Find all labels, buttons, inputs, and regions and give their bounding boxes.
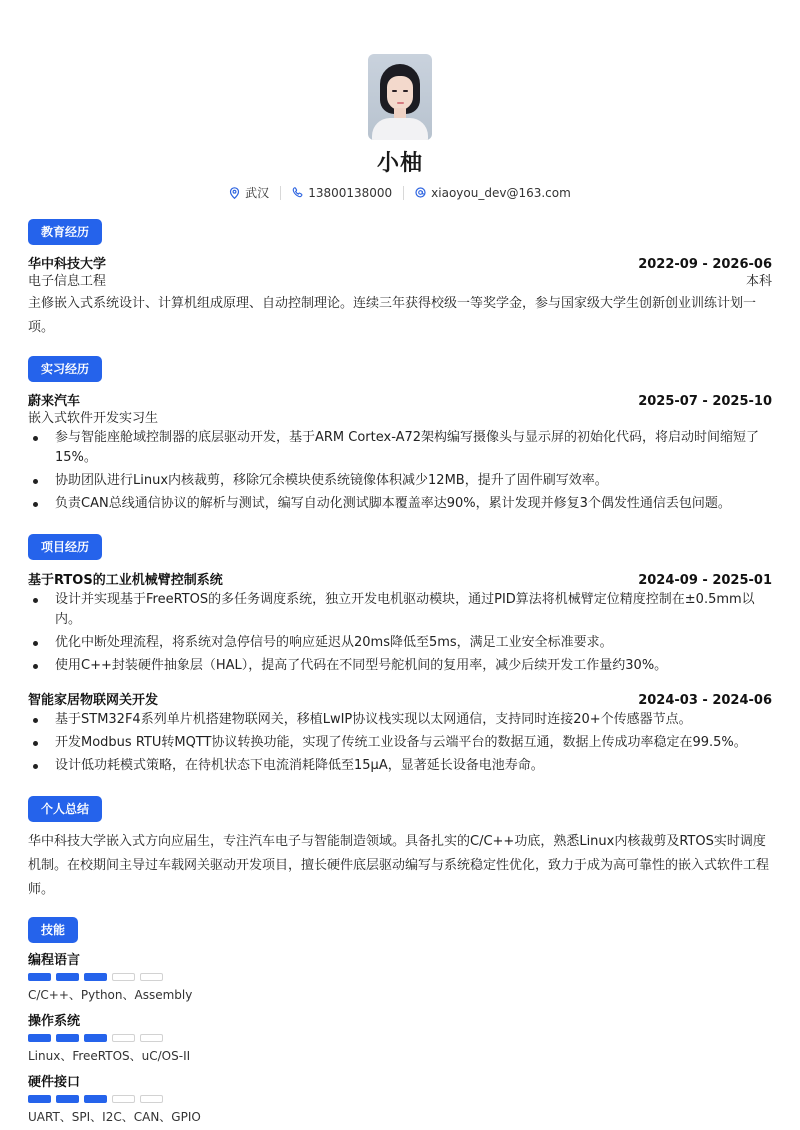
- list-item: 协助团队进行Linux内核裁剪，移除冗余模块使系统镜像体积减少12MB，提升了固件刷写效率。: [28, 471, 772, 491]
- skill-level-bar: [28, 1095, 428, 1104]
- level-segment-filled: [84, 1095, 107, 1103]
- internship-bullets: [28, 428, 772, 517]
- level-segment-filled: [56, 973, 79, 981]
- internship-role-row: [28, 407, 772, 426]
- contact-bar: [0, 184, 800, 201]
- level-segment-filled: [56, 1034, 79, 1042]
- internship-date: 2025-07 - 2025-10: [638, 394, 772, 409]
- candidate-name: 小柚: [376, 151, 423, 176]
- education-date: 2022-09 - 2026-06: [638, 257, 772, 272]
- level-segment-empty: [140, 1034, 163, 1042]
- project-header-row: [28, 569, 772, 588]
- level-segment-filled: [84, 1034, 107, 1042]
- project-bullets: [28, 590, 772, 679]
- section-badge-summary: 个人总结: [28, 796, 102, 822]
- section-badge-internship: 实习经历: [28, 356, 102, 382]
- location-pin-icon: [229, 187, 240, 199]
- divider: [403, 186, 404, 200]
- list-item: 基于STM32F4系列单片机搭建物联网关，移植LwIP协议栈实现以太网通信，支持同时连接20+个传感器节点。: [28, 710, 772, 730]
- job-role: 嵌入式软件开发实习生: [28, 411, 159, 426]
- project-date: 2024-03 - 2024-06: [638, 693, 772, 708]
- project-date: 2024-09 - 2025-01: [638, 573, 772, 588]
- level-segment-empty: [112, 973, 135, 981]
- level-segment-empty: [112, 1095, 135, 1103]
- level-segment-filled: [28, 973, 51, 981]
- list-item: 设计低功耗模式策略，在待机状态下电流消耗降低至15μA，显著延长设备电池寿命。: [28, 756, 772, 776]
- skill-name: 编程语言: [28, 953, 81, 968]
- list-item: 参与智能座舱域控制器的底层驱动开发，基于ARM Cortex-A72架构编写摄像头与显示屏的初始化代码，将启动时间缩短了15%。: [28, 428, 772, 468]
- level-segment-filled: [28, 1034, 51, 1042]
- level-segment-filled: [56, 1095, 79, 1103]
- divider: [280, 186, 281, 200]
- skill-name: 硬件接口: [28, 1075, 81, 1090]
- project-title: 智能家居物联网关开发: [28, 693, 159, 708]
- email-at-icon: [415, 187, 426, 198]
- skill-items: UART、SPI、I2C、CAN、GPIO: [28, 1110, 201, 1124]
- section-badge-skills: 技能: [28, 917, 78, 943]
- project-bullets: [28, 710, 772, 779]
- degree: 本科: [745, 274, 772, 289]
- school-name: 华中科技大学: [28, 257, 107, 272]
- contact-email[interactable]: xiaoyou_dev@163.com: [415, 186, 571, 200]
- contact-location: 武汉: [229, 184, 269, 201]
- company-name: 蔚来汽车: [28, 394, 81, 409]
- list-item: 优化中断处理流程，将系统对急停信号的响应延迟从20ms降低至5ms，满足工业安全标准要求。: [28, 633, 772, 653]
- skill-group: [28, 952, 428, 1003]
- section-badge-education: 教育经历: [28, 219, 102, 245]
- skill-level-bar: [28, 973, 428, 982]
- list-item: 使用C++封装硬件抽象层（HAL），提高了代码在不同型号舵机间的复用率，减少后续开发工作量约30%。: [28, 656, 772, 676]
- list-item: 设计并实现基于FreeRTOS的多任务调度系统，独立开发电机驱动模块，通过PID算法将机械臂定位精度控制在±0.5mm以内。: [28, 590, 772, 630]
- education-sub-row: [28, 270, 772, 289]
- project-header-row: [28, 689, 772, 708]
- major: 电子信息工程: [28, 274, 107, 289]
- phone-icon: [292, 187, 303, 198]
- section-badge-projects: 项目经历: [28, 534, 102, 560]
- skill-group: [28, 1013, 428, 1064]
- level-segment-filled: [28, 1095, 51, 1103]
- level-segment-empty: [112, 1034, 135, 1042]
- profile-photo: [368, 54, 432, 140]
- list-item: 负责CAN总线通信协议的解析与测试，编写自动化测试脚本覆盖率达90%，累计发现并修复3个偶发性通信丢包问题。: [28, 494, 772, 514]
- skill-items: Linux、FreeRTOS、uC/OS-II: [28, 1049, 191, 1063]
- contact-phone[interactable]: 13800138000: [292, 186, 392, 200]
- skill-name: 操作系统: [28, 1014, 81, 1029]
- level-segment-empty: [140, 973, 163, 981]
- skill-items: C/C++、Python、Assembly: [28, 988, 193, 1002]
- level-segment-filled: [84, 973, 107, 981]
- project-title: 基于RTOS的工业机械臂控制系统: [28, 573, 223, 588]
- level-segment-empty: [140, 1095, 163, 1103]
- list-item: 开发Modbus RTU转MQTT协议转换功能，实现了传统工业设备与云端平台的数据互通，数据上传成功率稳定在99.5%。: [28, 733, 772, 753]
- summary-text: 华中科技大学嵌入式方向应届生，专注汽车电子与智能制造领域。具备扎实的C/C++功底，熟悉Linux内核裁剪及RTOS实时调度机制。在校期间主导过车载网关驱动开发项目，擅长硬件底层驱动编写与系统稳定性优化，致力于成为高可靠性的嵌入式软件工程师。: [28, 834, 770, 897]
- education-description: 主修嵌入式系统设计、计算机组成原理、自动控制理论。连续三年获得校级一等奖学金，参与国家级大学生创新创业训练计划一项。: [28, 296, 757, 335]
- skill-level-bar: [28, 1034, 428, 1043]
- skill-group: [28, 1074, 428, 1125]
